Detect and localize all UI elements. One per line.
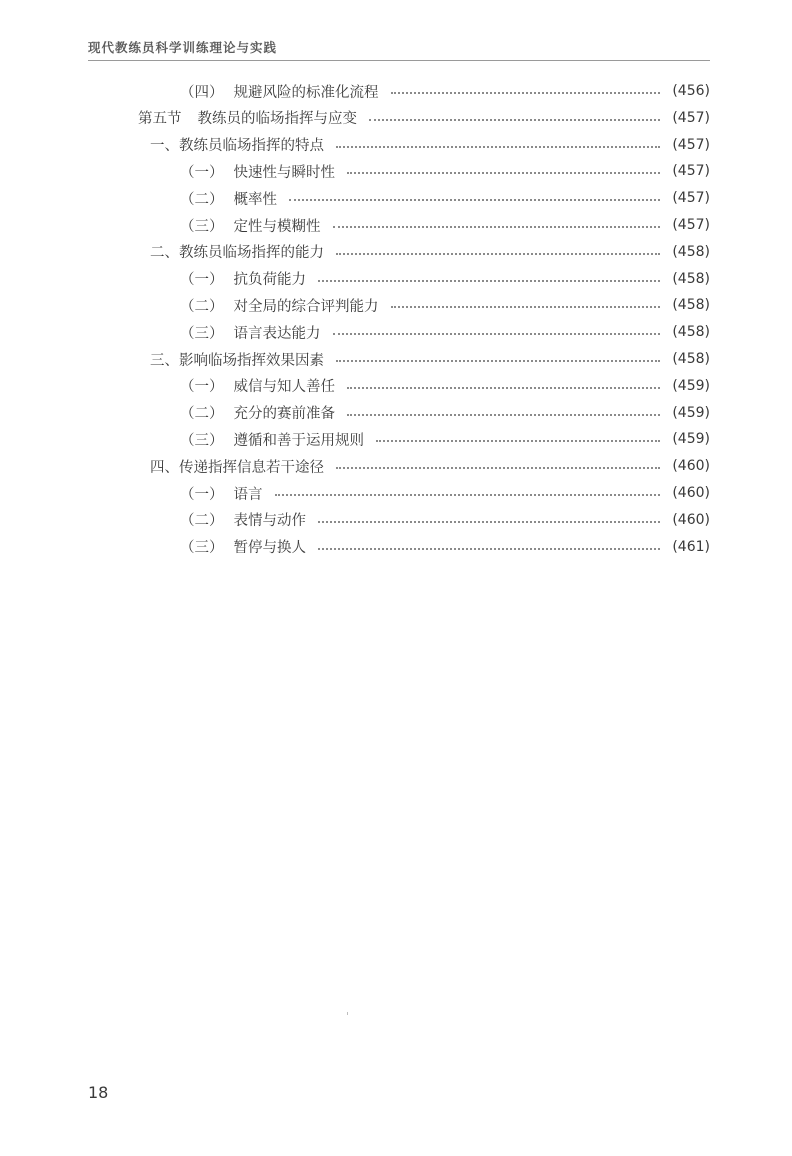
toc-entry-page: (459) xyxy=(672,377,710,394)
toc-entry-page: (456) xyxy=(672,83,710,99)
scan-speck xyxy=(347,1012,348,1015)
dot-leader xyxy=(318,548,660,550)
dot-leader xyxy=(336,360,660,362)
toc-entry-title: 语言表达能力 xyxy=(233,325,321,342)
dot-leader xyxy=(318,521,660,523)
toc-entry-title: 对全局的综合评判能力 xyxy=(233,298,379,315)
dot-leader xyxy=(318,280,660,282)
toc-entry xyxy=(0,78,710,104)
toc-entry-page: (457) xyxy=(672,163,710,180)
toc-entry-marker: （四） xyxy=(180,84,224,101)
toc-entry-marker: （三） xyxy=(180,432,224,449)
toc-entry-marker: （一） xyxy=(180,486,224,503)
toc-entry-title: 遵循和善于运用规则 xyxy=(233,432,364,449)
toc-entry-marker: （二） xyxy=(180,513,224,530)
toc-entry xyxy=(0,400,710,426)
toc-entry-title: 表情与动作 xyxy=(233,513,306,530)
toc-entry xyxy=(0,105,710,131)
toc-entry-marker: 第五节 xyxy=(138,111,182,128)
toc-entry-page: (460) xyxy=(672,511,710,528)
toc-entry-page: (458) xyxy=(672,243,710,260)
dot-leader xyxy=(369,119,660,121)
toc-entry-marker: （二） xyxy=(180,191,224,208)
dot-leader xyxy=(275,494,661,496)
dot-leader xyxy=(347,172,660,174)
dot-leader xyxy=(333,226,661,228)
toc-entry-page: (457) xyxy=(672,136,710,153)
dot-leader xyxy=(347,414,660,416)
toc-entry-marker: （一） xyxy=(180,379,224,396)
toc-entry xyxy=(0,480,710,506)
toc-entry-title: 威信与知人善任 xyxy=(233,379,335,396)
toc-entry-page: (457) xyxy=(672,109,710,126)
toc-entry xyxy=(0,373,710,399)
toc-entry-page: (458) xyxy=(672,270,710,287)
dot-leader xyxy=(333,333,661,335)
toc-entry xyxy=(0,239,710,265)
toc-entry-title: 充分的赛前准备 xyxy=(233,406,335,423)
toc-entry-page: (457) xyxy=(672,217,710,233)
running-head: 现代教练员科学训练理论与实践 xyxy=(88,40,278,55)
toc-entry xyxy=(0,534,710,560)
header-rule xyxy=(88,60,710,61)
toc-entry-page: (461) xyxy=(672,538,710,555)
toc-entry-page: (459) xyxy=(672,404,710,421)
toc-entry-page: (459) xyxy=(672,431,710,448)
page-number: 18 xyxy=(88,1083,109,1102)
toc-entry-marker: （一） xyxy=(180,272,224,289)
toc-entry-title: 教练员临场指挥的能力 xyxy=(179,245,324,262)
toc-entry-page: (457) xyxy=(672,190,710,207)
toc-entry-title: 抗负荷能力 xyxy=(233,272,306,289)
toc-entry-marker: （一） xyxy=(180,164,224,181)
toc-entry-title: 教练员临场指挥的特点 xyxy=(179,138,324,155)
dot-leader xyxy=(336,253,660,255)
toc-entry xyxy=(0,292,710,318)
toc-entry xyxy=(0,426,710,452)
toc-entry-marker: 二、 xyxy=(150,245,179,262)
toc-entry-title: 影响临场指挥效果因素 xyxy=(179,352,324,369)
toc-entry-page: (460) xyxy=(672,485,710,501)
toc-entry-page: (458) xyxy=(672,297,710,314)
toc-entry-page: (460) xyxy=(672,458,710,475)
toc-entry-title: 定性与模糊性 xyxy=(233,218,321,235)
toc-entry xyxy=(0,507,710,533)
toc-entry-title: 传递指挥信息若干途径 xyxy=(179,459,324,476)
dot-leader xyxy=(391,306,661,308)
toc-entry-marker: 一、 xyxy=(150,138,179,155)
dot-leader xyxy=(347,387,660,389)
toc-entry xyxy=(0,319,710,345)
dot-leader xyxy=(289,199,660,201)
toc-entry xyxy=(0,212,710,238)
toc-entry-title: 概率性 xyxy=(233,191,277,208)
toc-entry xyxy=(0,453,710,479)
toc-entry-title: 暂停与换人 xyxy=(233,540,306,557)
toc-entry-marker: （三） xyxy=(180,218,224,235)
toc-entry xyxy=(0,158,710,184)
dot-leader xyxy=(336,146,660,148)
toc-entry-marker: （二） xyxy=(180,406,224,423)
toc-entry xyxy=(0,266,710,292)
toc-entry-marker: （二） xyxy=(180,298,224,315)
toc-entry-title: 语言 xyxy=(233,486,263,503)
dot-leader xyxy=(391,92,661,94)
toc-entry-marker: 四、 xyxy=(150,459,179,476)
toc-entry-marker: 三、 xyxy=(150,352,179,369)
dot-leader xyxy=(336,467,660,469)
toc-entry xyxy=(0,185,710,211)
toc-entry-page: (458) xyxy=(672,351,710,367)
toc-entry-title: 教练员的临场指挥与应变 xyxy=(197,111,357,128)
toc-entry-marker: （三） xyxy=(180,325,224,342)
toc-entry-title: 快速性与瞬时性 xyxy=(233,164,335,181)
dot-leader xyxy=(376,440,660,442)
toc-entry xyxy=(0,346,710,372)
toc-entry-page: (458) xyxy=(672,324,710,341)
toc-entry-title: 规避风险的标准化流程 xyxy=(233,84,379,101)
toc-entry xyxy=(0,132,710,158)
toc-entry-marker: （三） xyxy=(180,540,224,557)
